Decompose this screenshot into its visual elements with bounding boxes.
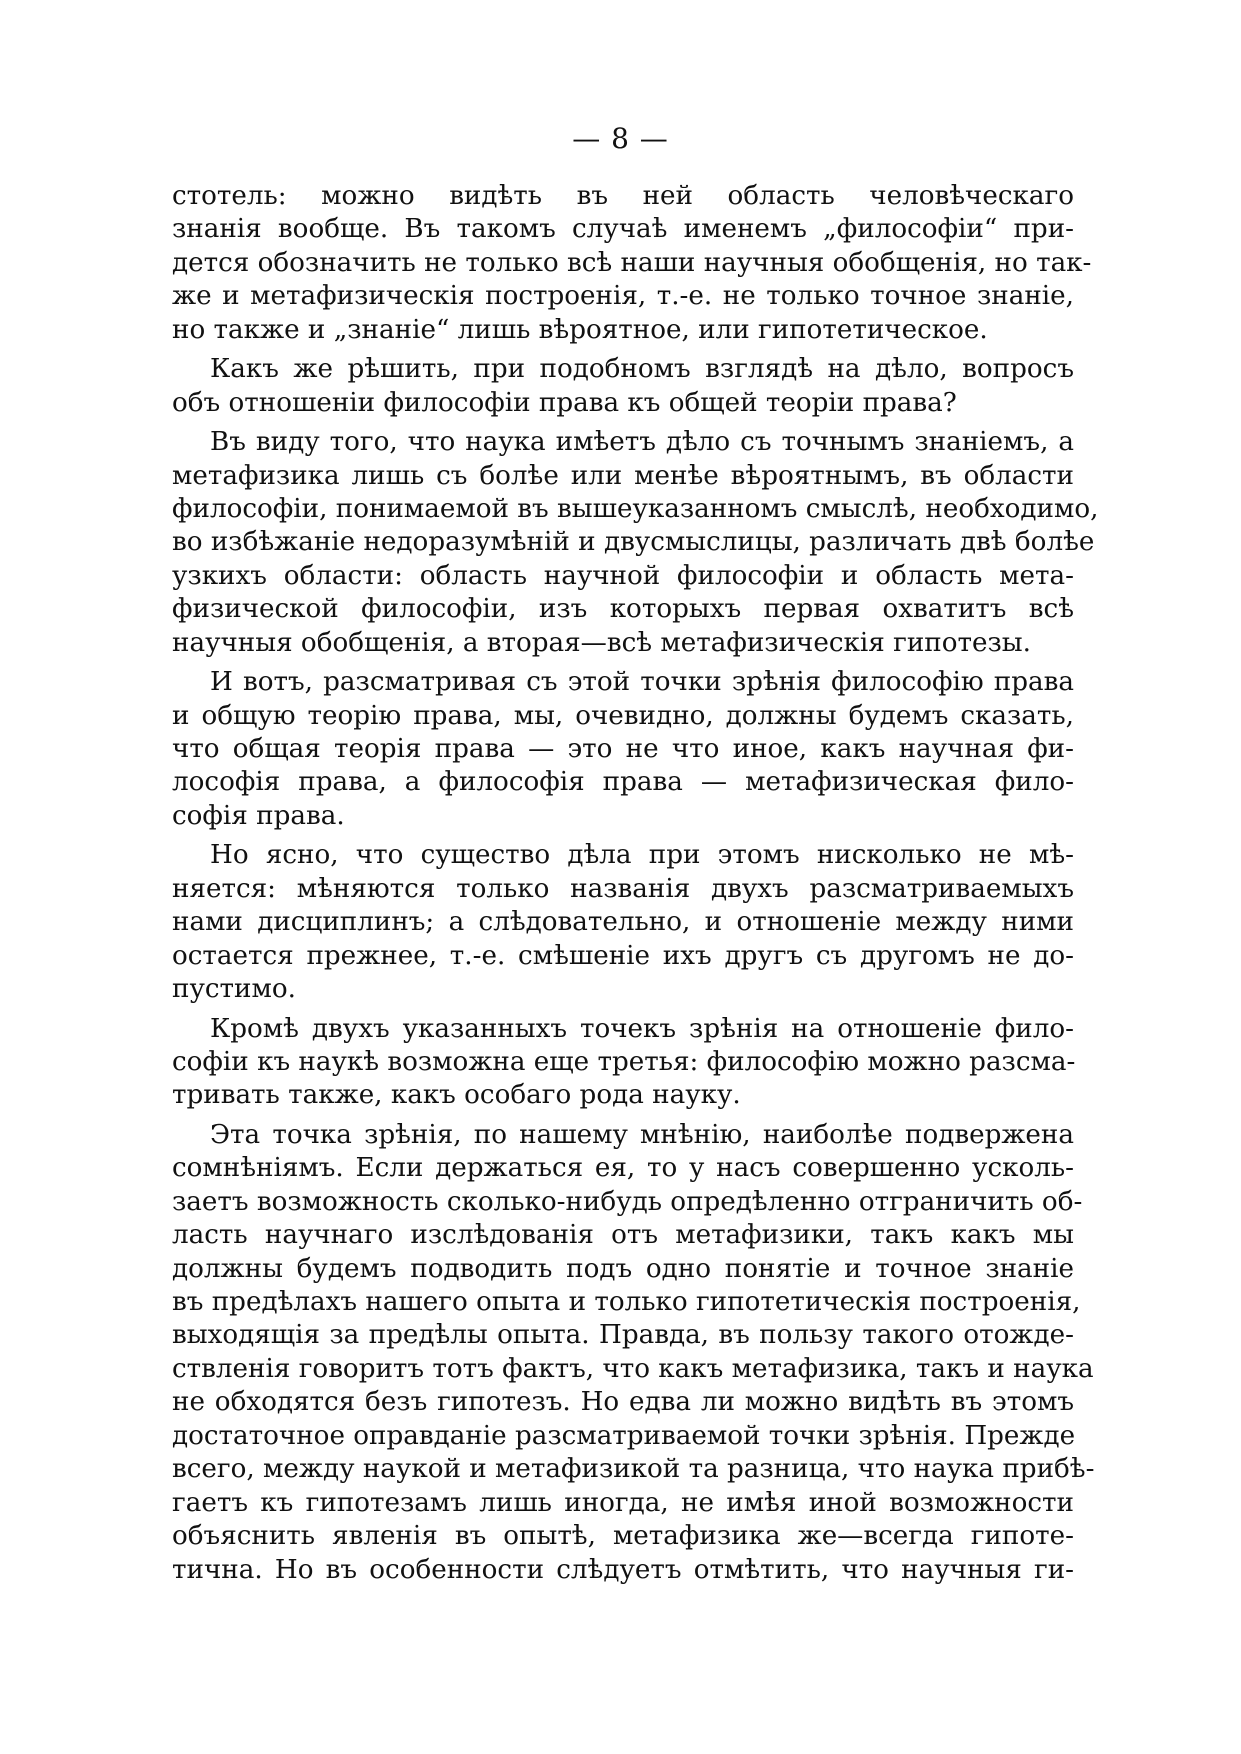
text-line: Эта точка зрѣнія, по нашему мнѣнію, наиболѣе подвержена [210, 1119, 1074, 1150]
text-line: физической философіи, изъ которыхъ первая охватитъ всѣ [172, 594, 1074, 625]
text-line: софіи къ наукѣ возможна еще третья: философію можно разсма- [172, 1046, 1076, 1077]
page-body-text [172, 180, 1099, 1587]
text-line: научныя обобщенія, а вторая—всѣ метафизическія гипотезы. [172, 627, 1031, 658]
text-line: въ предѣлахъ нашего опыта и только гипотетическія построенія, [172, 1287, 1081, 1317]
text-line: Въ виду того, что наука имѣетъ дѣло съ точнымъ знаніемъ, а [210, 427, 1074, 458]
text-line: знанія вообще. Въ такомъ случаѣ именемъ „философіи“ при- [172, 214, 1074, 245]
text-line: софія права. [172, 800, 345, 831]
text-line: заетъ возможность сколько-нибудь опредѣленно отграничить об- [172, 1186, 1083, 1217]
text-line: остается прежнее, т.-е. смѣшеніе ихъ другъ съ другомъ не до- [172, 940, 1074, 971]
text-line: тична. Но въ особенности слѣдуетъ отмѣтить, что научныя ги- [172, 1554, 1074, 1585]
text-line: философіи, понимаемой въ вышеуказанномъ смыслѣ, необходимо, [172, 493, 1099, 524]
text-line: метафизика лишь съ болѣе или менѣе вѣроятнымъ, въ области [172, 460, 1074, 491]
text-line: не обходятся безъ гипотезъ. Но едва ли можно видѣть въ этомъ [172, 1387, 1074, 1418]
text-line: должны будемъ подводить подъ одно понятіе и точное знаніе [172, 1253, 1074, 1284]
text-line: выходящія за предѣлы опыта. Правда, въ пользу такого отожде- [172, 1320, 1074, 1351]
text-line: лософія права, а философія права — метафизическая фило- [172, 767, 1074, 798]
text-line: Какъ же рѣшить, при подобномъ взглядѣ на дѣло, вопросъ [210, 354, 1074, 385]
text-line: нами дисциплинъ; а слѣдовательно, и отношеніе между ними [172, 907, 1074, 938]
text-line: что общая теорія права — это не что иное, какъ научная фи- [172, 734, 1074, 764]
text-line: и общую теорію права, мы, очевидно, должны будемъ сказать, [172, 700, 1074, 731]
text-line: объяснить явленія въ опытѣ, метафизика же—всегда гипоте- [172, 1521, 1074, 1552]
text-line: И вотъ, разсматривая съ этой точки зрѣнія философію права [210, 667, 1074, 698]
text-line: ствленія говоритъ тотъ фактъ, что какъ метафизика, такъ и наука [172, 1353, 1094, 1384]
text-line: тривать также, какъ особаго рода науку. [172, 1080, 741, 1111]
text-line: гаетъ къ гипотезамъ лишь иногда, не имѣя иной возможности [172, 1487, 1074, 1518]
page-number: — 8 — [572, 122, 669, 155]
text-line: узкихъ области: область научной философіи и область мета- [172, 560, 1074, 591]
text-line: няется: мѣняются только названія двухъ разсматриваемыхъ [172, 873, 1074, 904]
text-line: же и метафизическія построенія, т.-е. не только точное знаніе, [172, 281, 1074, 312]
text-line: Кромѣ двухъ указанныхъ точекъ зрѣнія на отношеніе фило- [210, 1013, 1074, 1044]
text-line: стотель: можно видѣть въ ней область человѣческаго [172, 181, 1074, 211]
text-line: сомнѣніямъ. Если держаться ея, то у насъ совершенно усколь- [172, 1153, 1074, 1184]
text-line: объ отношеніи философіи права къ общей теоріи права? [172, 387, 957, 418]
text-line: но также и „знаніе“ лишь вѣроятное, или гипотетическое. [172, 314, 988, 345]
text-line: во избѣжаніе недоразумѣній и двусмыслицы, различать двѣ болѣе [172, 527, 1095, 558]
text-line: дется обозначить не только всѣ наши научныя обобщенія, но так- [172, 247, 1092, 278]
text-line: Но ясно, что существо дѣла при этомъ нисколько не мѣ- [210, 840, 1074, 871]
text-line: ласть научнаго изслѣдованія отъ метафизики, такъ какъ мы [172, 1220, 1074, 1251]
text-line: достаточное оправданіе разсматриваемой точки зрѣнія. Прежде [172, 1420, 1076, 1451]
text-line: всего, между наукой и метафизикой та разница, что наука прибѣ- [172, 1454, 1095, 1485]
text-line: пустимо. [172, 974, 296, 1005]
